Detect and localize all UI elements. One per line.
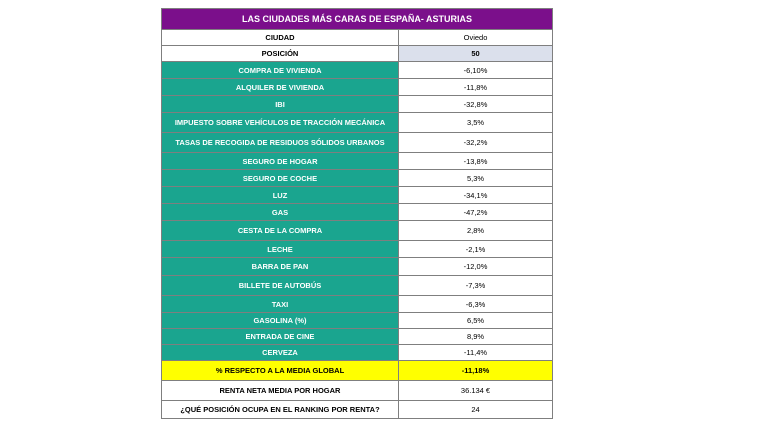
item-label: BARRA DE PAN xyxy=(162,258,399,276)
item-label: LUZ xyxy=(162,187,399,204)
item-value: 3,5% xyxy=(399,113,553,133)
table-row xyxy=(162,79,553,96)
item-value: 5,3% xyxy=(399,170,553,187)
table-row xyxy=(162,296,553,313)
ranking-value: 24 xyxy=(399,401,553,419)
item-label: CERVEZA xyxy=(162,345,399,361)
item-label: SEGURO DE HOGAR xyxy=(162,153,399,170)
item-value: 8,9% xyxy=(399,329,553,345)
position-value: 50 xyxy=(399,46,553,62)
item-value: -11,8% xyxy=(399,79,553,96)
table-row xyxy=(162,241,553,258)
item-label: COMPRA DE VIVIENDA xyxy=(162,62,399,79)
income-value: 36.134 € xyxy=(399,381,553,401)
table-row xyxy=(162,204,553,221)
table-row xyxy=(162,276,553,296)
table-row xyxy=(162,153,553,170)
table-row xyxy=(162,96,553,113)
item-value: 6,5% xyxy=(399,313,553,329)
global-average-value: -11,18% xyxy=(399,361,553,381)
table-row xyxy=(162,329,553,345)
table-row xyxy=(162,113,553,133)
table-row xyxy=(162,133,553,153)
item-value: -32,8% xyxy=(399,96,553,113)
income-row xyxy=(162,381,553,401)
item-label: TAXI xyxy=(162,296,399,313)
table-row xyxy=(162,313,553,329)
table-row xyxy=(162,221,553,241)
item-label: TASAS DE RECOGIDA DE RESIDUOS SÓLIDOS URBANOS xyxy=(162,133,399,153)
position-label: POSICIÓN xyxy=(162,46,399,62)
item-label: SEGURO DE COCHE xyxy=(162,170,399,187)
table-row xyxy=(162,345,553,361)
city-label: CIUDAD xyxy=(162,30,399,46)
position-row xyxy=(162,46,553,62)
item-value: 2,8% xyxy=(399,221,553,241)
global-average-label: % RESPECTO A LA MEDIA GLOBAL xyxy=(162,361,399,381)
item-value: -32,2% xyxy=(399,133,553,153)
ranking-row xyxy=(162,401,553,419)
item-value: -7,3% xyxy=(399,276,553,296)
global-average-row xyxy=(162,361,553,381)
item-label: BILLETE DE AUTOBÚS xyxy=(162,276,399,296)
item-label: ENTRADA DE CINE xyxy=(162,329,399,345)
table-row xyxy=(162,187,553,204)
table-row xyxy=(162,62,553,79)
table-row xyxy=(162,170,553,187)
item-label: GAS xyxy=(162,204,399,221)
item-value: -12,0% xyxy=(399,258,553,276)
table-title: LAS CIUDADES MÁS CARAS DE ESPAÑA- ASTURIAS xyxy=(162,9,553,30)
item-label: IBI xyxy=(162,96,399,113)
item-value: -11,4% xyxy=(399,345,553,361)
item-value: -6,10% xyxy=(399,62,553,79)
item-label: LECHE xyxy=(162,241,399,258)
item-value: -13,8% xyxy=(399,153,553,170)
item-label: IMPUESTO SOBRE VEHÍCULOS DE TRACCIÓN MECÁNICA xyxy=(162,113,399,133)
city-row xyxy=(162,30,553,46)
item-value: -2,1% xyxy=(399,241,553,258)
item-value: -34,1% xyxy=(399,187,553,204)
cost-comparison-table xyxy=(161,8,553,419)
item-value: -47,2% xyxy=(399,204,553,221)
ranking-label: ¿QUÉ POSICIÓN OCUPA EN EL RANKING POR RENTA? xyxy=(162,401,399,419)
item-label: CESTA DE LA COMPRA xyxy=(162,221,399,241)
table-row xyxy=(162,258,553,276)
income-label: RENTA NETA MEDIA POR HOGAR xyxy=(162,381,399,401)
title-row xyxy=(162,9,553,30)
city-value: Oviedo xyxy=(399,30,553,46)
item-label: GASOLINA (%) xyxy=(162,313,399,329)
item-value: -6,3% xyxy=(399,296,553,313)
item-label: ALQUILER DE VIVIENDA xyxy=(162,79,399,96)
